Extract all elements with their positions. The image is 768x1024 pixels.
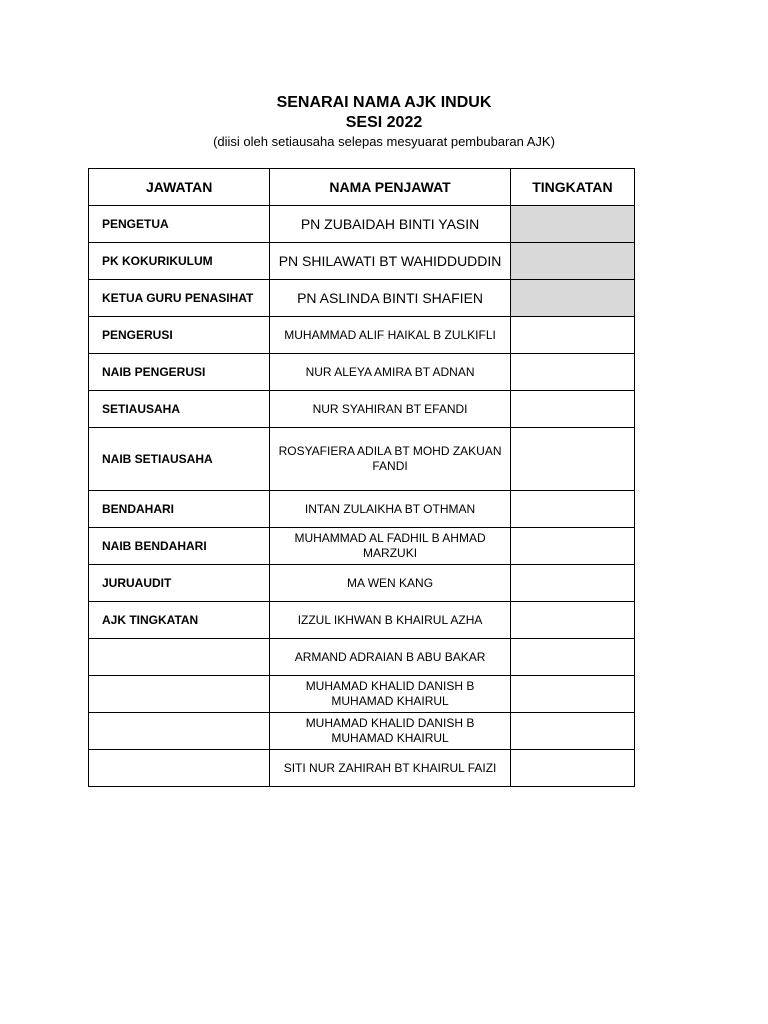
tingkatan-cell: [510, 639, 634, 676]
tingkatan-cell: [510, 528, 634, 565]
nama-cell: MUHAMAD KHALID DANISH B MUHAMAD KHAIRUL: [270, 676, 510, 713]
nama-cell: PN ZUBAIDAH BINTI YASIN: [270, 206, 510, 243]
table-row: [89, 317, 635, 354]
session-label: SESI 2022: [345, 114, 423, 131]
document-subtitle: (diisi oleh setiausaha selepas mesyuarat pembubaran AJK): [213, 134, 555, 149]
table-row: [89, 750, 635, 787]
nama-cell: PN ASLINDA BINTI SHAFIEN: [270, 280, 510, 317]
jawatan-cell: NAIB BENDAHARI: [89, 528, 270, 565]
table-row: [89, 639, 635, 676]
jawatan-cell: [89, 713, 270, 750]
table-row: [89, 206, 635, 243]
table-row: [89, 528, 635, 565]
jawatan-cell: JURUAUDIT: [89, 565, 270, 602]
tingkatan-cell: [510, 713, 634, 750]
table-row: [89, 243, 635, 280]
table-row: [89, 354, 635, 391]
header-jawatan: JAWATAN: [89, 169, 270, 206]
nama-cell: ROSYAFIERA ADILA BT MOHD ZAKUAN FANDI: [270, 428, 510, 491]
table-row: [89, 491, 635, 528]
table-row: [89, 676, 635, 713]
jawatan-cell: SETIAUSAHA: [89, 391, 270, 428]
nama-cell: SITI NUR ZAHIRAH BT KHAIRUL FAIZI: [270, 750, 510, 787]
jawatan-cell: PK KOKURIKULUM: [89, 243, 270, 280]
table-row: [89, 391, 635, 428]
nama-cell: PN SHILAWATI BT WAHIDDUDDIN: [270, 243, 510, 280]
table-header-row: [89, 169, 635, 206]
tingkatan-cell: [510, 243, 634, 280]
jawatan-cell: [89, 676, 270, 713]
nama-cell: MA WEN KANG: [270, 565, 510, 602]
header-nama-penjawat: NAMA PENJAWAT: [270, 169, 510, 206]
nama-cell: MUHAMMAD ALIF HAIKAL B ZULKIFLI: [270, 317, 510, 354]
table-row: [89, 713, 635, 750]
tingkatan-cell: [510, 428, 634, 491]
nama-cell: NUR ALEYA AMIRA BT ADNAN: [270, 354, 510, 391]
document-header: [0, 93, 768, 151]
tingkatan-cell: [510, 491, 634, 528]
table-row: [89, 280, 635, 317]
tingkatan-cell: [510, 676, 634, 713]
table-row: [89, 565, 635, 602]
jawatan-cell: NAIB PENGERUSI: [89, 354, 270, 391]
tingkatan-cell: [510, 206, 634, 243]
jawatan-cell: KETUA GURU PENASIHAT: [89, 280, 270, 317]
nama-cell: MUHAMAD KHALID DANISH B MUHAMAD KHAIRUL: [270, 713, 510, 750]
committee-table: [88, 168, 635, 787]
jawatan-cell: [89, 639, 270, 676]
tingkatan-cell: [510, 317, 634, 354]
tingkatan-cell: [510, 565, 634, 602]
table-row: [89, 602, 635, 639]
jawatan-cell: NAIB SETIAUSAHA: [89, 428, 270, 491]
tingkatan-cell: [510, 280, 634, 317]
tingkatan-cell: [510, 354, 634, 391]
tingkatan-cell: [510, 602, 634, 639]
tingkatan-cell: [510, 391, 634, 428]
table-row: [89, 428, 635, 491]
document-title: SENARAI NAMA AJK INDUK: [276, 94, 492, 111]
nama-cell: ARMAND ADRAIAN B ABU BAKAR: [270, 639, 510, 676]
jawatan-cell: AJK TINGKATAN: [89, 602, 270, 639]
jawatan-cell: [89, 750, 270, 787]
header-tingkatan: TINGKATAN: [510, 169, 634, 206]
tingkatan-cell: [510, 750, 634, 787]
jawatan-cell: PENGERUSI: [89, 317, 270, 354]
nama-cell: INTAN ZULAIKHA BT OTHMAN: [270, 491, 510, 528]
nama-cell: IZZUL IKHWAN B KHAIRUL AZHA: [270, 602, 510, 639]
jawatan-cell: BENDAHARI: [89, 491, 270, 528]
nama-cell: NUR SYAHIRAN BT EFANDI: [270, 391, 510, 428]
jawatan-cell: PENGETUA: [89, 206, 270, 243]
nama-cell: MUHAMMAD AL FADHIL B AHMAD MARZUKI: [270, 528, 510, 565]
